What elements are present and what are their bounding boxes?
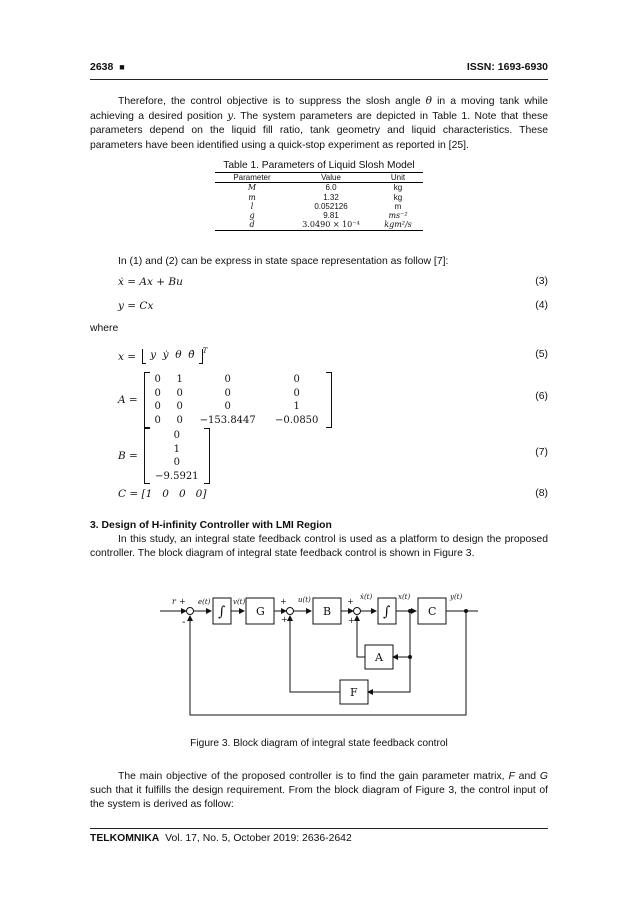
plus-sign-3: + (281, 615, 288, 624)
where-label: where (90, 323, 119, 334)
integral-symbol-1: ∫ (218, 604, 226, 620)
square-marker-icon: ■ (119, 62, 125, 72)
table-row (215, 193, 423, 202)
equation-4: y = Cx (118, 300, 154, 312)
label-u: u(t) (298, 596, 311, 604)
equation-3: ẋ = Ax + Bu (118, 276, 183, 288)
label-xdot: ẋ(t) (360, 593, 373, 601)
f-label: F (350, 686, 358, 699)
minus-sign-1: - (182, 617, 186, 628)
summing-junction-1 (187, 608, 194, 615)
table-row (215, 202, 423, 211)
header-rule (90, 79, 548, 80)
table-row (215, 211, 423, 220)
eq5-number: (5) (535, 349, 548, 360)
matrix-b-right-bracket (204, 428, 210, 484)
branch-point-x2 (408, 655, 412, 659)
para3-text-a: The main objective of the proposed controller is to find the gain parameter matrix, (118, 771, 509, 782)
unit-cell: kg (393, 183, 403, 193)
matrix-a-cell: 0 (224, 401, 231, 412)
section-paragraph (90, 533, 548, 561)
label-y: y(t) (450, 593, 463, 601)
eq5-transpose: T (202, 346, 208, 355)
eq3-number: (3) (535, 276, 548, 287)
branch-point-y (464, 609, 468, 613)
unit-cell: kgm²/s (373, 220, 423, 230)
value-cell: 0.052126 (314, 201, 348, 211)
label-e: e(t) (198, 598, 211, 606)
matrix-a-cell: 0 (224, 387, 231, 399)
matrix-a (150, 372, 326, 428)
intro-paragraph (90, 94, 548, 153)
section-text: In this study, an integral state feedback control is used as a platform to design the proposed controller. The block diagram of integral state feedback control is shown in Figure 3. (90, 534, 548, 560)
value-cell: 6.0 (325, 183, 337, 193)
f-symbol: F (508, 771, 515, 782)
para3-text-c: such that it fulfills the design requirement. From the block diagram of Figure 3, the control input of the system is derived as follow: (90, 785, 548, 811)
footer-rule (90, 828, 548, 829)
param-cell: d (215, 220, 289, 230)
param-cell: g (249, 211, 255, 221)
page-number: 2638 (90, 61, 114, 73)
para1-text-b: in a moving tank while achieving a desired position (90, 96, 548, 123)
eq8-number: (8) (535, 488, 548, 499)
figure-caption: Figure 3. Block diagram of integral state feedback control (190, 738, 448, 749)
param-cell: l (250, 201, 254, 211)
col-header-parameter: Parameter (215, 173, 289, 183)
matrix-a-cell: 0 (154, 387, 161, 399)
summing-junction-3 (354, 608, 361, 615)
matrix-b-cell: 1 (173, 443, 181, 455)
c-label: C (428, 605, 437, 618)
matrix-a-cell: 1 (293, 401, 300, 412)
table-row (215, 183, 423, 193)
matrix-a-cell: 0 (154, 414, 161, 426)
objective-paragraph (90, 770, 548, 813)
g-label: G (256, 605, 265, 618)
issn: ISSN: 1693-6930 (466, 61, 548, 73)
para1-text-c: . The system parameters are depicted in Table 1. Note that these parameters depend on the liquid fill ratio, tank geometry and liquid characteristics. These parameters have been identified using a quick-stop experiment as reported in [25]. (90, 111, 548, 151)
eq4-number: (4) (535, 300, 548, 311)
equation-7 (118, 428, 210, 484)
plus-sign-4: + (347, 597, 354, 606)
plus-sign-5: + (348, 616, 355, 625)
table-1 (212, 160, 426, 231)
param-cell: m (248, 192, 256, 202)
matrix-b (150, 428, 204, 484)
matrix-a-cell: −0.0850 (275, 414, 319, 426)
eq5-lhs: x = (118, 350, 137, 363)
eq7-number: (7) (535, 447, 548, 458)
eq5-vector: y ẏ θ θ̇ (150, 349, 195, 361)
matrix-a-cell: 0 (154, 374, 161, 385)
matrix-a-cell: 0 (176, 401, 183, 412)
equation-5 (118, 346, 208, 364)
value-cell: 3.0490 × 10⁻⁴ (289, 220, 373, 230)
matrix-a-cell: 0 (176, 414, 183, 426)
matrix-a-cell: −153.8447 (199, 414, 256, 426)
table-caption: Table 1. Parameters of Liquid Slosh Model (223, 160, 415, 171)
equation-6 (118, 372, 332, 428)
matrix-a-cell: 0 (224, 374, 231, 385)
matrix-a-cell: 1 (176, 374, 183, 385)
eq6-lhs: A = (118, 394, 138, 406)
para1-text-a: Therefore, the control objective is to suppress the slosh angle (118, 96, 426, 107)
block-diagram (160, 585, 480, 725)
g-symbol: G (539, 771, 548, 782)
matrix-a-cell: 0 (293, 387, 300, 399)
summing-junction-2 (287, 608, 294, 615)
state-space-intro (90, 255, 548, 269)
a-label: A (375, 651, 383, 664)
unit-cell: ms⁻² (388, 211, 408, 221)
y-symbol: y (227, 110, 234, 123)
matrix-a-cell: 0 (176, 387, 183, 399)
param-cell: M (247, 183, 257, 193)
section-heading: 3. Design of H-infinity Controller with LMI Region (90, 520, 332, 531)
plus-sign-2: + (280, 597, 287, 606)
integral-symbol-2: ∫ (383, 604, 391, 620)
branch-point-x (408, 609, 412, 613)
matrix-b-cell: −9.5921 (155, 470, 199, 482)
matrix-a-right-bracket (326, 372, 332, 428)
theta-symbol: θ (425, 95, 432, 107)
matrix-b-cell: 0 (173, 457, 181, 468)
journal-details: Vol. 17, No. 5, October 2019: 2636-2642 (165, 833, 352, 844)
para2-text: In (1) and (2) can be express in state space representation as follow [7]: (118, 256, 449, 267)
col-header-value: Value (289, 173, 373, 183)
page-footer (90, 833, 352, 844)
journal-name: TELKOMNIKA (90, 833, 160, 844)
eq6-number: (6) (535, 391, 548, 402)
matrix-a-cell: 0 (293, 374, 300, 385)
label-x: x(t) (398, 593, 411, 601)
table-row (215, 220, 423, 230)
matrix-a-cell: 0 (154, 401, 161, 412)
matrix-b-cell: 0 (173, 430, 181, 441)
value-cell: 9.81 (323, 211, 339, 221)
b-label: B (323, 605, 332, 618)
para3-text-b: and (514, 771, 540, 782)
eq7-lhs: B = (118, 450, 138, 462)
col-header-unit: Unit (373, 173, 423, 183)
equation-8: C = [1 0 0 0] (118, 488, 207, 500)
page-header (90, 61, 125, 73)
output-feedback-line (190, 611, 466, 715)
value-cell: 1.32 (323, 192, 339, 202)
plus-sign-1: + (179, 597, 186, 606)
label-v: v(t) (233, 598, 246, 606)
parameter-table (215, 172, 423, 231)
unit-cell: m (394, 201, 402, 211)
unit-cell: kg (393, 192, 403, 202)
label-r: r (172, 597, 176, 606)
